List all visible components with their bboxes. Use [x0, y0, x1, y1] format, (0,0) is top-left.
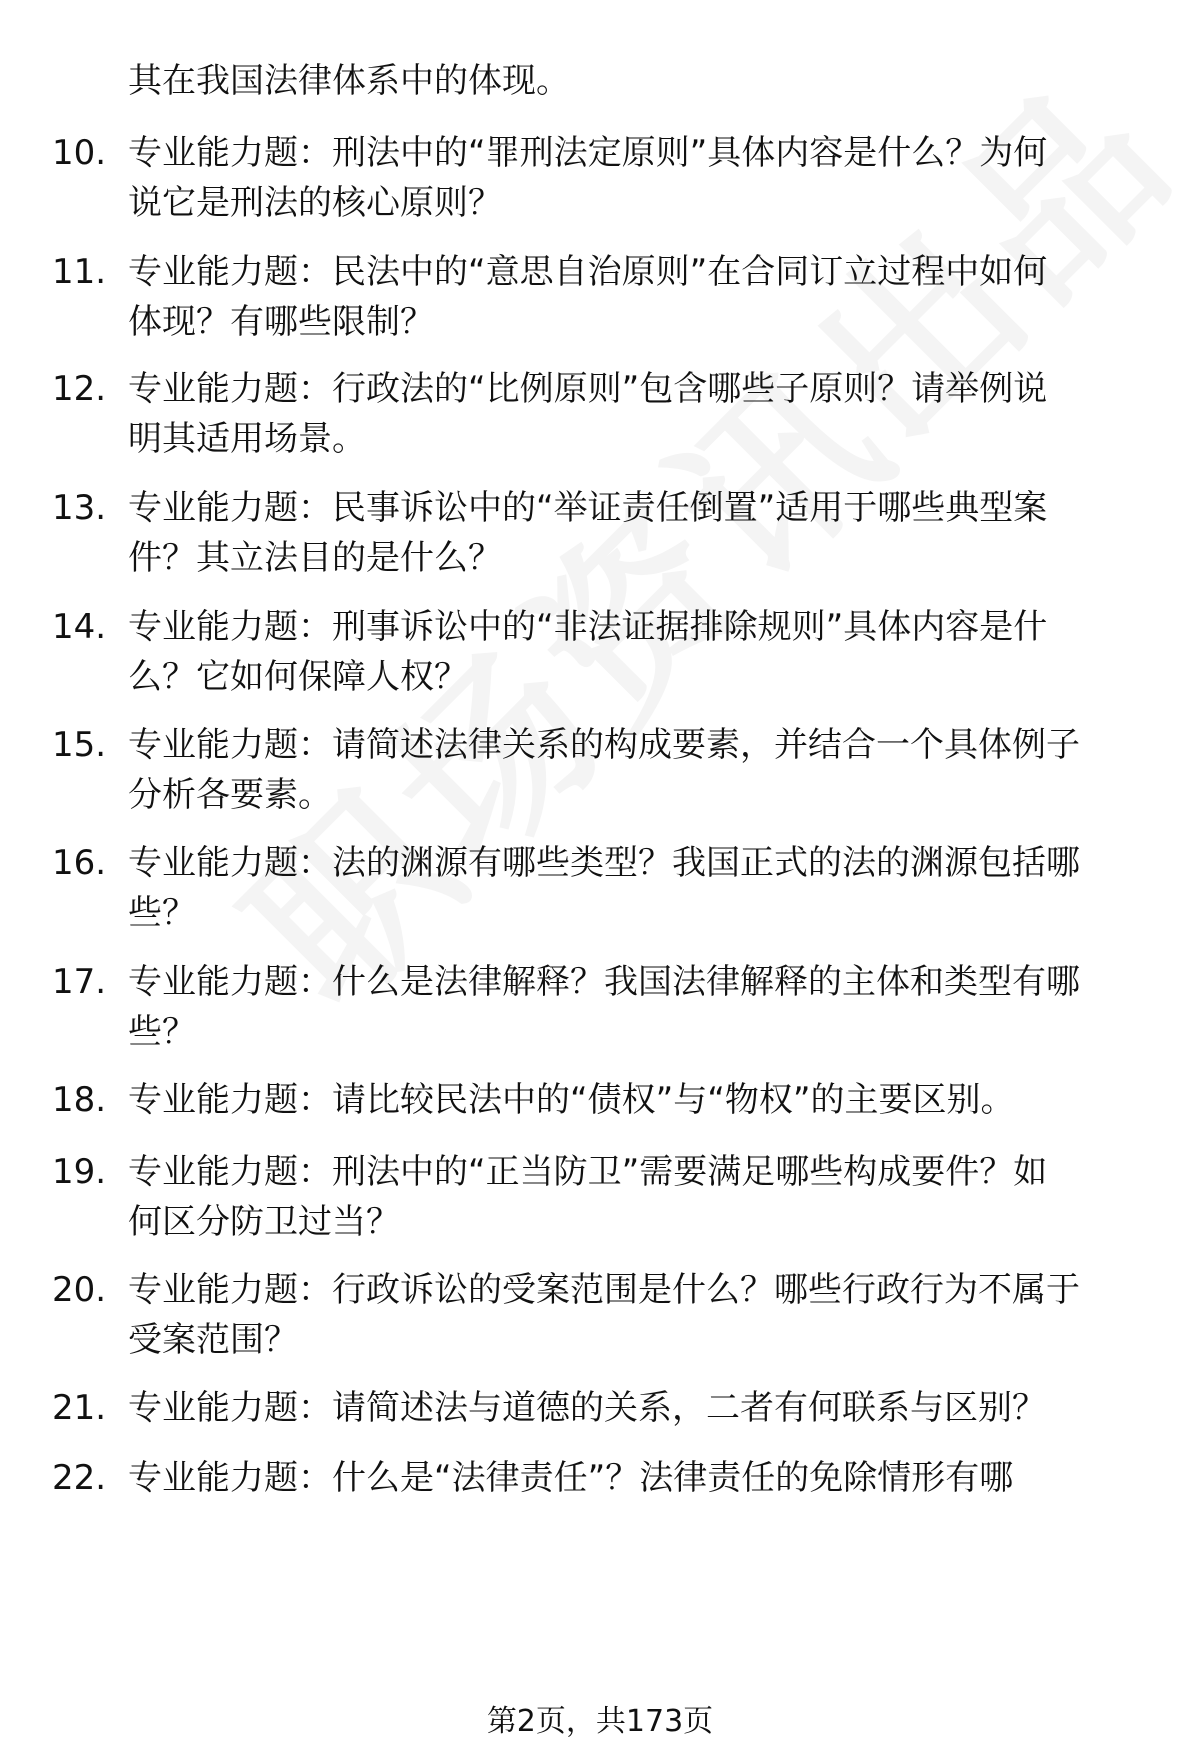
- item-text: 专业能力题：行政法的“比例原则”包含哪些子原则？请举例说 明其适用场景。: [128, 369, 1048, 459]
- item-text: 专业能力题：行政诉讼的受案范围是什么？哪些行政行为不属于 受案范围？: [128, 1270, 1080, 1360]
- item-number: 13.: [52, 488, 107, 528]
- item-number: 12.: [52, 369, 107, 409]
- item-text: 专业能力题：请比较民法中的“债权”与“物权”的主要区别。: [128, 1080, 1015, 1120]
- item-text: 专业能力题：请简述法律关系的构成要素，并结合一个具体例子 分析各要素。: [128, 725, 1080, 815]
- item-text: 专业能力题：刑事诉讼中的“非法证据排除规则”具体内容是什 么？它如何保障人权？: [128, 607, 1048, 697]
- item-number: 17.: [52, 962, 107, 1002]
- item-number: 15.: [52, 725, 107, 765]
- item-number: 11.: [52, 252, 107, 292]
- item-text: 专业能力题：民事诉讼中的“举证责任倒置”适用于哪些典型案 件？其立法目的是什么？: [128, 488, 1048, 578]
- item-number: 19.: [52, 1152, 107, 1192]
- item-text: 专业能力题：法的渊源有哪些类型？我国正式的法的渊源包括哪 些？: [128, 843, 1080, 933]
- page-footer: 第2页，共173页: [486, 1704, 714, 1739]
- item-text: 专业能力题：请简述法与道德的关系，二者有何联系与区别？: [128, 1388, 1046, 1428]
- item-number: 14.: [52, 607, 107, 647]
- item-number: 16.: [52, 843, 107, 883]
- item-number: 22.: [52, 1458, 107, 1498]
- item-text: 专业能力题：刑法中的“正当防卫”需要满足哪些构成要件？如 何区分防卫过当？: [128, 1152, 1048, 1242]
- item-text: 专业能力题：什么是法律解释？我国法律解释的主体和类型有哪 些？: [128, 962, 1080, 1052]
- continuation-line: 其在我国法律体系中的体现。: [128, 61, 570, 101]
- item-text: 专业能力题：民法中的“意思自治原则”在合同订立过程中如何 体现？有哪些限制？: [128, 252, 1048, 342]
- item-number: 21.: [52, 1388, 107, 1428]
- item-number: 10.: [52, 133, 107, 173]
- item-number: 20.: [52, 1270, 107, 1310]
- item-text: 专业能力题：什么是“法律责任”？法律责任的免除情形有哪: [128, 1458, 1014, 1498]
- item-number: 18.: [52, 1080, 107, 1120]
- item-text: 专业能力题：刑法中的“罪刑法定原则”具体内容是什么？为何 说它是刑法的核心原则？: [128, 133, 1048, 223]
